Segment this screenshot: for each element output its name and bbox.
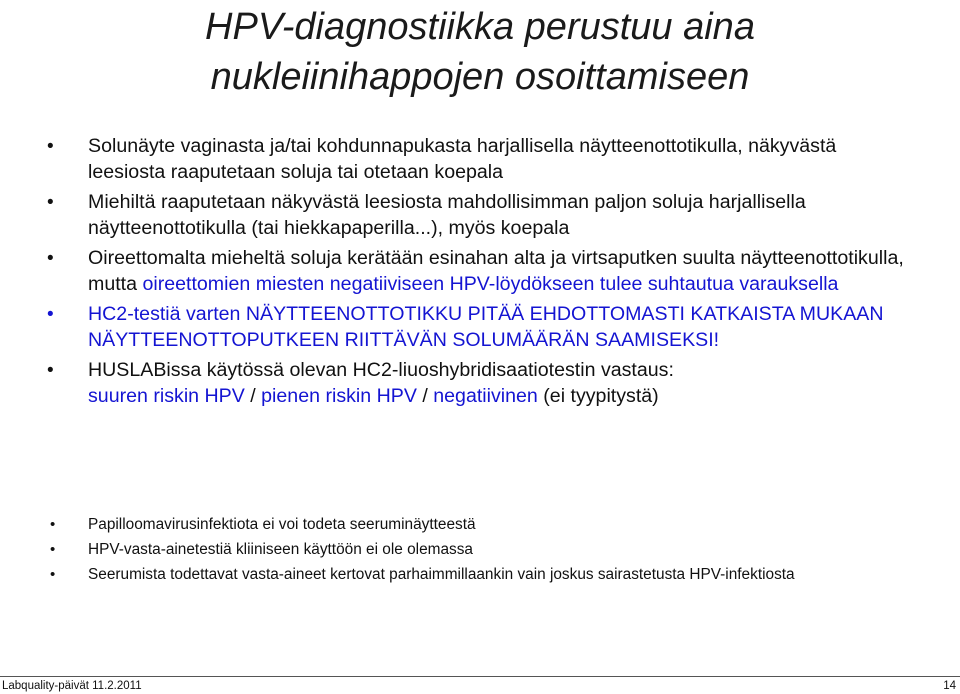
slide-title-line-1: HPV-diagnostiikka perustuu aina	[205, 6, 755, 48]
secondary-bullet-list	[0, 515, 960, 590]
bullet-icon: •	[47, 304, 54, 325]
bullet-icon: •	[47, 360, 54, 381]
main-bullet-list	[0, 134, 960, 414]
slide-title	[0, 2, 960, 102]
bullet-icon: •	[50, 541, 56, 558]
bullet-text-emphasis: oireettomien miesten negatiiviseen HPV-löydökseen tulee suhtautua varauksella	[142, 272, 839, 295]
sub-bullet-text: HPV-vasta-ainetestiä kliiniseen käyttöön ei ole olemassa	[88, 541, 473, 558]
result-negative: negatiivinen	[433, 384, 538, 407]
bullet-item-huslab-results	[0, 358, 960, 409]
bullet-text: HUSLABissa käytössä olevan HC2-liuoshybridisaatiotestin vastaus:	[88, 359, 674, 381]
bullet-item-asymptomatic-men	[0, 246, 960, 297]
footer-divider	[0, 676, 960, 677]
bullet-icon: •	[47, 192, 54, 213]
bullet-item-sample-collection	[0, 134, 960, 185]
slide-title-line-2: nukleiinihappojen osoittamiseen	[210, 56, 750, 98]
bullet-icon: •	[50, 516, 56, 533]
result-low-risk: pienen riskin HPV	[261, 384, 417, 407]
page-number: 14	[943, 680, 956, 692]
footer-event-label: Labquality-päivät 11.2.2011	[2, 680, 142, 692]
bullet-text: Miehiltä raaputetaan näkyvästä leesiosta mahdollisimman paljon soluja harjallisella näytteenottotikulla (tai hiekkapaperilla...), myös koepala	[88, 191, 806, 239]
result-high-risk: suuren riskin HPV	[88, 384, 245, 407]
sub-bullet-text: Papilloomavirusinfektiota ei voi todeta seeruminäytteestä	[88, 516, 476, 533]
bullet-icon: •	[47, 136, 54, 157]
sub-bullet-text: Seerumista todettavat vasta-aineet kertovat parhaimmillaankin vain joskus sairastetusta HPV-infektiosta	[88, 566, 795, 583]
sub-bullet-item	[0, 515, 960, 534]
bullet-icon: •	[50, 566, 56, 583]
bullet-text-emphasis: HC2-testiä varten NÄYTTEENOTTOTIKKU PITÄÄ EHDOTTOMASTI KATKAISTA MUKAAN NÄYTTEENOTTOPUTKEEN RIITTÄVÄN SOLUMÄÄRÄN SAAMISEKSI!	[88, 303, 884, 351]
bullet-text: Solunäyte vaginasta ja/tai kohdunnapukasta harjallisella näytteenottotikulla, näkyvästä leesiosta raaputetaan soluja tai otetaan koepala	[88, 135, 837, 183]
sub-bullet-item	[0, 540, 960, 559]
bullet-item-men-sampling	[0, 190, 960, 241]
result-note: (ei tyypitystä)	[537, 384, 659, 407]
bullet-item-hc2-warning	[0, 302, 960, 353]
result-separator: /	[244, 384, 262, 407]
sub-bullet-item	[0, 565, 960, 584]
result-separator: /	[416, 384, 434, 407]
bullet-text: Oireettomalta mieheltä soluja kerätään esinahan alta ja virtsaputken suulta näytteenottotikulla, mutta	[88, 247, 904, 295]
bullet-icon: •	[47, 248, 54, 269]
